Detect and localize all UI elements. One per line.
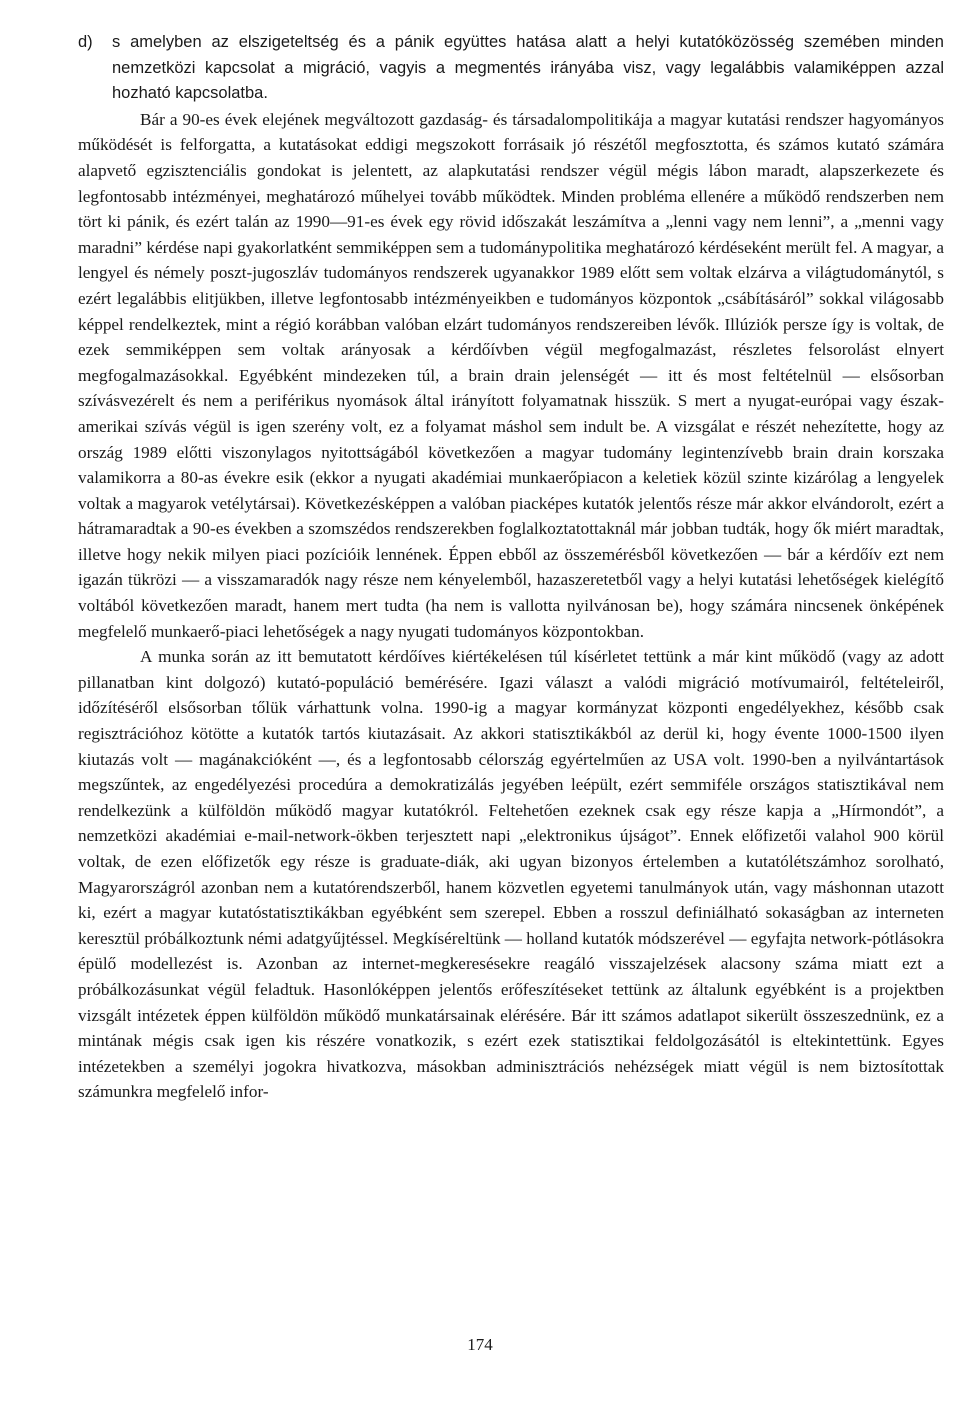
list-item-label: d) bbox=[78, 33, 93, 51]
list-item-text: s amelyben az elszigeteltség és a pánik együttes hatása alatt a helyi kutatóközösség szemében minden nemzetközi kapcsolat a migráció, vagyis a megmentés irányába visz, vagy legalábbis valamiképpen azzal hozható kapcsolatba. bbox=[112, 33, 944, 103]
paragraph-1: Bár a 90-es évek elejének megváltozott gazdaság- és társadalompolitikája a magyar kutatási rendszer hagyományos működését is felforgatta, a kutatásokat eddigi megszokott forrásaik jó részétől megfosztotta, és számos kutató számára alapvető egzisztenciális gondokat is jelentett, az alapkutatási rendszer végül mégis lábon maradt, alapszerkezete és legfontosabb intézményei, meghatározó műhelyei tovább működtek. Minden probléma ellenére a működő rendszerben nem tört ki pánik, és ezért talán az 1990—91-es évek egy rövid időszakát leszámítva a „lenni vagy nem lenni”, a „menni vagy maradni” kérdése napi gyakorlatként semmiképpen sem a tudománypolitika meghatározó kérdéseként merült fel. A magyar, a lengyel és némely poszt-jugoszláv tudományos rendszerek ugyanakkor 1989 előtt sem voltak elzárva a világtudománytól, s ezért legalábbis elitjükben, illetve legfontosabb intézményeikben e tudományos központok „csábításáról” sokkal világosabb képpel rendelkeztek, mint a régió korábban valóban elzárt tudományos rendszereiben lévők. Illúziók persze így is voltak, de ezek semmiképpen sem voltak arányosak a kérdőívben végül megfogalmazást, részletes felsorolást elnyert megfogalmazásokkal. Egyébként mindezeken túl, a brain drain jelenségét — itt és most feltételnül — elsősorban szívásvezérelt és nem a periférikus nyomások által irányított folyamatnak hisszük. S mert a nyugat-európai vagy észak-amerikai szívás végül is igen szerény volt, ez a folyamat máshol sem indult be. A vizsgálat e részét nehezítette, hogy az ország 1989 előtti viszonylagos nyitottságából következően a magyar tudomány legintenzívebb brain drain korszaka valamikorra a 80-as évekre esik (ekkor a nyugati akadémiai munkaerőpiacon a keletiek közül szinte kizárólag a lengyelek voltak a magyarok vetélytársai). Következésképpen a valóban piacképes kutatók jelentős része már akkor elvándorolt, ezért a hátramaradtak a 90-es években a szomszédos rendszerekben foglalkoztatottaknál már jobban tudták, hogy ők miért maradtak, illetve hogy nekik milyen piaci pozícióik lennének. Éppen ebből az összemérésből következően — bár a kérdőív ezt nem igazán tükrözi — a visszamaradók nagy része nem kényelemből, hazaszeretetből vagy a helyi kutatási lehetőségek kielégítő voltából következően maradt, hanem mert tudta (ha nem is vallotta nyilvánosan be), hogy számára nincsenek önképének megfelelő munkaerő-piaci lehetőségek a nagy nyugati tudományos központokban. bbox=[78, 109, 944, 641]
page-number: 174 bbox=[467, 1335, 493, 1354]
page-body bbox=[78, 30, 944, 1105]
paragraph-2: A munka során az itt bemutatott kérdőíves kiértékelésen túl kísérletet tettünk a már kint működő (vagy az adott pillanatban kint dolgozó) kutató-populáció bemérésére. Igazi választ a valódi migráció motívumairól, feltételeiről, időzítéséről elsősorban tőlük várhattunk volna. 1990-ig a magyar kormányzat központi engedélyekhez, később csak regisztrációhoz kötötte a kutatók tartós kiutazásait. Az akkori statisztikákból az derül ki, hogy évente 1000-1500 ilyen kiutazás volt — magánakcióként —, és a legfontosabb célország egyértelműen az USA volt. 1990-ben a nyilvántartások megszűntek, az engedélyezési procedúra a demokratizálás jegyében leépült, ezért semmiféle országos statisztikával nem rendelkezünk a külföldön működő magyar kutatókról. Feltehetően ezeknek csak egy része kapja a „Hírmondót”, a nemzetközi akadémiai e-mail-network-ökben terjesztett napi „elektronikus újságot”. Ennek előfizetői valahol 900 körül voltak, de ezen előfizetők egy része is graduate-diák, aki ugyan bizonyos értelemben a kutatólétszámhoz sorolható, Magyarországról azonban nem a kutatórendszerből, hanem közvetlen egyetemi tanulmányok után, vagy máshonnan utazott ki, ezért a magyar kutatóstatisztikákban egyébként sem szerepel. Ebben a rosszul definiálható sokaságban az interneten keresztül próbálkoztunk némi adatgyűjtéssel. Megkíséreltünk — holland kutatók módszerével — egyfajta network-pótlásokra épülő modellezést is. Azonban az internet-megkeresésekre reagáló visszajelzések alacsony száma miatt ezt a próbálkozásunkat végül feladtuk. Hasonlóképpen jelentős erőfeszítéseket tettünk az általunk egyébként is a projektben vizsgált intézetek éppen külföldön működő munkatársainak elérésére. Bár itt számos adatlapot sikerült összeszednünk, ez a mintának mégis csak igen kis részére vonatkozik, s ezért ezek statisztikai feldolgozásától is eltekintettünk. Egyes intézetekben a személyi jogokra hivatkozva, másokban adminisztrációs nehézségek miatt végül is nem biztosítottak számunkra megfelelő infor- bbox=[78, 647, 944, 1102]
list-item-d bbox=[78, 30, 944, 107]
